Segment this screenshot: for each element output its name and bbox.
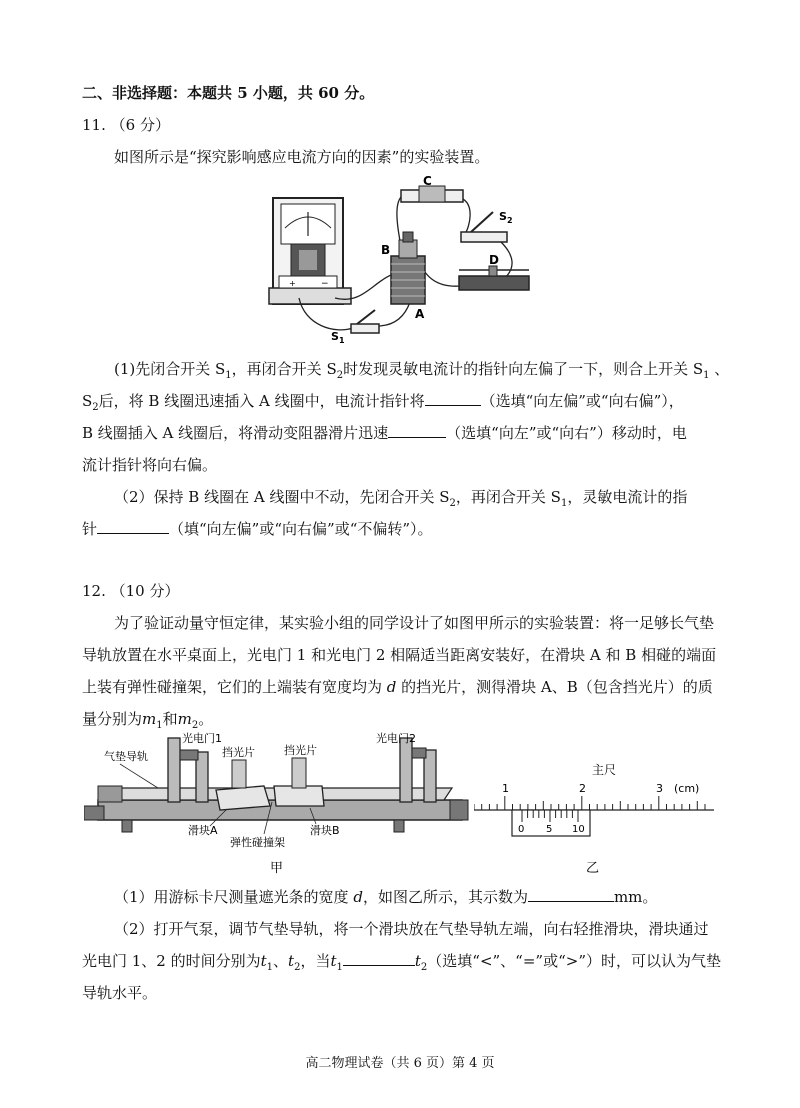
label-a: A — [415, 307, 425, 321]
q12-score: （10 分） — [110, 582, 180, 600]
label-slider-b: 滑块B — [310, 824, 340, 837]
label-main-scale: 主尺 — [592, 763, 617, 777]
main-tick-2: 2 — [579, 782, 586, 795]
galv-minus-label: − — [321, 279, 329, 289]
label-gate2: 光电门2 — [376, 732, 416, 745]
answer-blank-3[interactable] — [97, 519, 169, 534]
answer-blank-5[interactable] — [343, 951, 415, 966]
q12-p1: （1）用游标卡尺测量遮光条的宽度 d，如图乙所示，其示数为 mm。 — [114, 888, 658, 906]
label-bumper: 弹性碰撞架 — [230, 836, 285, 849]
q12-intro-line4: 量分别为$m_1$和$m_2$。 — [82, 710, 214, 731]
q11-p1-line3: B 线圈插入 A 线圈后，将滑动变阻器滑片迅速 （选填“向左”或“向右”）移动时，电 — [82, 424, 687, 442]
q12-p2-line2: 光电门 1、2 的时间分别为$t_1$、$t_2$，当$t_1$ $t_2$（选填“<”、“=”或“>”）时，可以认为气垫 — [82, 952, 721, 973]
q12-intro-line1: 为了验证动量守恒定律，某实验小组的同学设计了如图甲所示的实验装置：将一足够长气垫 — [114, 614, 715, 632]
switch-s1 — [331, 310, 379, 344]
label-air-rail: 气垫导轨 — [104, 750, 148, 763]
q11-number: 11. — [82, 116, 106, 134]
label-b: B — [381, 243, 391, 257]
vernier-tick-0: 0 — [518, 824, 525, 835]
q11-p2-line2: 针 （填“向左偏”或“向右偏”或“不偏转”）。 — [82, 520, 433, 538]
label-slider-a: 滑块A — [188, 824, 218, 837]
answer-blank-2[interactable] — [388, 423, 446, 438]
q11-p1-line4: 流计指针将向右偏。 — [82, 456, 218, 474]
q12-intro-line3: 上装有弹性碰撞架，它们的上端装有宽度均为 d 的挡光片，测得滑块 A、B（包含挡光片）的质 — [82, 678, 713, 696]
q11-header — [82, 114, 170, 136]
label-c: C — [423, 176, 432, 188]
caption-yi: 乙 — [586, 861, 600, 876]
q11-p1-line1: (1)先闭合开关 $S_1$，再闭合开关 $S_2$时发现灵敏电流计的指针向左偏了一下，则合上开关 $S_1$ 、 — [114, 360, 730, 381]
answer-blank-4[interactable] — [528, 887, 614, 902]
q12-intro-line2: 导轨放置在水平桌面上，光电门 1 和光电门 2 相隔适当距离安装好，在滑块 A 和 B 相碰的端面 — [82, 646, 717, 664]
q11-score: （6 分） — [110, 116, 170, 134]
q12-header — [82, 580, 180, 602]
q11-p2-line1: （2）保持 B 线圈在 A 线圈中不动，先闭合开关 $S_2$，再闭合开关 $S_1$，灵敏电流计的指 — [114, 488, 688, 509]
label-s1: $S_1$ — [331, 330, 345, 344]
component-c — [401, 176, 463, 202]
q12-number: 12. — [82, 582, 106, 600]
label-gate1: 光电门1 — [182, 732, 222, 745]
q11-p1-line2: $S_2$后，将 B 线圈迅速插入 A 线圈中，电流计指针将 （选填“向左偏”或“向右偏”）， — [82, 392, 684, 413]
q11-intro: 如图所示是“探究影响感应电流方向的因素”的实验装置。 — [114, 148, 490, 166]
label-flag2: 挡光片 — [284, 744, 317, 757]
section-heading: 二、非选择题：本题共 5 小题，共 60 分。 — [82, 84, 375, 102]
caption-jia: 甲 — [270, 861, 284, 876]
label-flag1: 挡光片 — [222, 746, 255, 759]
q12-p2-line3: 导轨水平。 — [82, 984, 158, 1002]
label-unit: (cm) — [674, 782, 700, 795]
label-d: D — [489, 253, 499, 267]
answer-blank-1[interactable] — [425, 391, 481, 406]
label-s2: $S_2$ — [499, 210, 513, 225]
galvanometer — [269, 198, 351, 304]
main-tick-3: 3 — [656, 782, 663, 795]
main-tick-1: 1 — [502, 782, 509, 795]
vernier-tick-5: 5 — [546, 824, 553, 835]
q11-figure — [265, 176, 540, 344]
main-scale-ticks — [474, 796, 705, 810]
vernier-tick-10: 10 — [572, 824, 585, 835]
galv-plus-label: + — [289, 279, 296, 288]
q12-p2-line1: （2）打开气泵，调节气垫导轨，将一个滑块放在气垫导轨左端，向右轻推滑块，滑块通过 — [114, 920, 709, 938]
rheostat-d — [459, 253, 529, 290]
figure-yi — [474, 760, 724, 880]
page-footer: 高二物理试卷（共 6 页）第 4 页 — [305, 1056, 495, 1071]
figure-jia — [84, 730, 470, 880]
